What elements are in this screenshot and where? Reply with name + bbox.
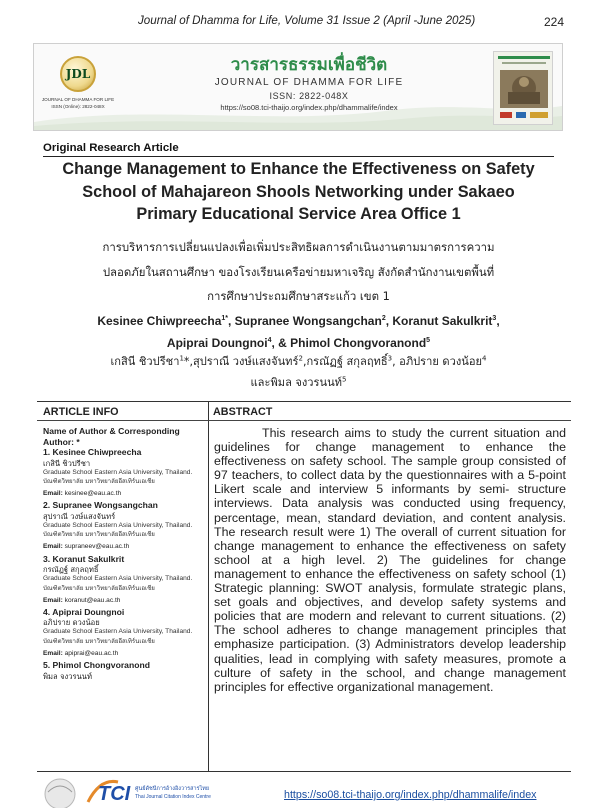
- author-info-name-thai: กรณัฏฐ์ สกุลฤทธิ์: [43, 565, 99, 575]
- article-info-rule: [37, 420, 208, 421]
- author-info-name-thai: อภิปราย ดวงน้อย: [43, 618, 100, 628]
- author-affiliation-mark: 4: [482, 354, 487, 363]
- author-email: Email: supraneev@eau.ac.th: [43, 543, 130, 551]
- title-th-line: การบริหารการเปลี่ยนแปลงเพื่อเพิ่มประสิทธิผลการดำเนินงานตามมาตรการความ: [102, 240, 495, 254]
- author-name-thai: กรณัฏฐ์ สกุลฤทธิ์: [306, 355, 388, 368]
- abstract-heading: ABSTRACT: [213, 406, 273, 418]
- author-info-name: 1. Kesinee Chiwpreecha: [43, 447, 142, 457]
- author-email: Email: apiprai@eau.ac.th: [43, 649, 119, 657]
- author-info-item: [43, 660, 205, 682]
- author-name: Phimol Chongvoranond: [290, 335, 427, 350]
- author-info-name: 5. Phimol Chongvoranond: [43, 660, 150, 671]
- column-divider: [208, 401, 209, 771]
- author-email-link[interactable]: koranut@eau.ac.th: [64, 596, 121, 604]
- author-name-thai: สุปราณี วงษ์แสงจันทร์: [192, 355, 299, 368]
- header-divider: [43, 156, 554, 157]
- journal-banner: [33, 43, 563, 131]
- footer-journal-link[interactable]: https://so08.tci-thaijo.org/index.php/dhammalife/index: [284, 789, 537, 801]
- tci-caption-english: Thai Journal Citation Index Centre: [135, 794, 211, 800]
- author-name: Koranut Sakulkrit: [392, 314, 493, 328]
- abstract-paragraph: This research aims to study the current situation and guidelines for change management to enhance the effectiveness on safety school. The sample group consisted of 97 teachers, to collect data by the questionnaires with a 5-point Likert scale and interview 5 informants by semi- structure interviews. Data analysis was conducted using frequency, percentage, mean, standard deviation, and content analysis. The research result were 1) The overall of current situation for change management to enhance the effectiveness on safety school at a high level. 2) The guidelines for change management to enhance the effectiveness on safety school (1) Strategic planning: SWOT analysis, formulate strategic plans, set goals and objectives, and develop safety systems and policies that are modern and relevant to current situations. (2) The school adheres to change management principles that emphasize participation. (3) Administrators develop leadership qualities, lead in complying with safety measures, promote a culture of safety in the school, and change management principles for effective organizational management.: [214, 426, 566, 694]
- author-name-thai: และพิมล จงวรนนท์: [250, 375, 342, 389]
- author-email-link[interactable]: kesinee@eau.ac.th: [64, 489, 122, 497]
- author-info-name-thai: พิมล จงวรนนท์: [43, 671, 92, 681]
- author-affiliation-mark: 1: [179, 354, 184, 363]
- tci-caption-thai: ศูนย์ดัชนีการอ้างอิงวารสารไทย: [135, 786, 210, 792]
- author-affiliation: Graduate School Eastern Asia University, Thailand.: [43, 521, 193, 529]
- title-en-line: Primary Educational Service Area Office 1: [136, 205, 461, 223]
- author-list-english: Kesinee Chiwpreecha$^{1*}$, Supranee Wongsangchan$^2$, Koranut Sakulkrit$^3$, Apiprai Doungnoi$^4$, & Phimol Chongvoranond$^5$: [97, 314, 500, 350]
- title-en-line: Change Management to Enhance the Effectiveness on Safety: [62, 160, 535, 178]
- author-name: Supranee Wongsangchan: [234, 314, 382, 328]
- author-name: Kesinee Chiwpreecha: [97, 314, 222, 328]
- author-name-thai: อภิปราย ดวงน้อย: [399, 355, 482, 368]
- author-info-name-thai: สุปราณี วงษ์แสงจันทร์: [43, 511, 116, 521]
- author-info-item: [43, 447, 205, 500]
- author-email-link[interactable]: apiprai@eau.ac.th: [64, 649, 119, 657]
- author-affiliation-mark: 4: [267, 336, 272, 344]
- author-name-thai: เกสินี ชิวปรีชา: [110, 355, 180, 368]
- author-affiliation-thai: บัณฑิตวิทยาลัย มหาวิทยาลัยอีสเทิร์นเอเชีย: [43, 478, 155, 486]
- author-affiliation-thai: บัณฑิตวิทยาลัย มหาวิทยาลัยอีสเทิร์นเอเชีย: [43, 584, 155, 592]
- author-affiliation: Graduate School Eastern Asia University, Thailand.: [43, 468, 193, 476]
- author-affiliation-thai: บัณฑิตวิทยาลัย มหาวิทยาลัยอีสเทิร์นเอเชีย: [43, 531, 155, 539]
- page-number: 224: [543, 15, 564, 29]
- author-affiliation-mark: 1*: [221, 315, 228, 322]
- author-info-name: 4. Apiprai Doungnoi: [43, 606, 125, 617]
- abstract-rule: [208, 420, 571, 421]
- author-info-item: [43, 500, 205, 553]
- article-type-label: Original Research Article: [43, 142, 179, 154]
- running-header: [0, 14, 597, 30]
- article-title-english: [40, 158, 557, 226]
- title-en-line: School of Mahajareon Shools Networking under Sakaeo: [82, 182, 515, 201]
- abstract-body: [214, 426, 566, 694]
- author-affiliation-mark: 2: [298, 354, 303, 363]
- author-affiliation-mark: 5: [426, 336, 431, 344]
- title-th-line: ปลอดภัยในสถานศึกษา ของโรงเรียนเครือข่ายมหาเจริญ สังกัดสำนักงานเขตพื้นที่: [102, 264, 495, 279]
- journal-citation-line: Journal of Dhamma for Life, Volume 31 Issue 2 (April -June 2025): [138, 14, 476, 27]
- cover-illustration: [494, 52, 553, 125]
- author-affiliation: Graduate School Eastern Asia University, Thailand.: [43, 628, 193, 636]
- corresponding-author-label: Name of Author & Corresponding Author: *: [43, 426, 180, 447]
- author-email: Email: kesinee@eau.ac.th: [43, 489, 122, 497]
- author-affiliation: Graduate School Eastern Asia University, Thailand.: [43, 575, 193, 583]
- journal-cover-image: [493, 51, 553, 125]
- article-info-heading: ARTICLE INFO: [43, 406, 119, 418]
- tci-logo: [40, 772, 240, 808]
- journal-title-english: JOURNAL OF DHAMMA FOR LIFE: [214, 77, 404, 88]
- author-affiliation-mark: 2: [381, 315, 386, 322]
- author-affiliation-thai: บัณฑิตวิทยาลัย มหาวิทยาลัยอีสเทิร์นเอเชีย: [43, 638, 155, 646]
- journal-logo: [40, 52, 116, 122]
- author-info-name: 2. Supranee Wongsangchan: [43, 500, 158, 511]
- section-divider: [37, 401, 571, 402]
- title-th-line: การศึกษาประถมศึกษาสระแก้ว เขต 1: [207, 289, 390, 303]
- journal-issn: ISSN: 2822-048X: [269, 91, 349, 101]
- author-name: Apiprai Doungnoi: [166, 335, 268, 350]
- article-title-thai: [40, 235, 557, 309]
- author-list-thai: เกสินี ชิวปรีชา$^1$*,สุปราณี วงษ์แสงจันทร์$^2$,กรณัฏฐ์ สกุลฤทธิ์$^3$, อภิปราย ดวงน้อย$^4$ และพิมล จงวรนนท์$^5$: [110, 354, 487, 389]
- author-info-name: 3. Koranut Sakulkrit: [43, 553, 125, 564]
- author-email: Email: koranut@eau.ac.th: [43, 596, 121, 604]
- author-affiliation-mark: 5: [341, 374, 347, 383]
- logo-caption: JOURNAL OF DHAMMA FOR LIFE: [41, 97, 115, 102]
- author-info-item: [43, 607, 205, 660]
- author-affiliation-mark: 3: [387, 354, 393, 363]
- journal-url: https://so08.tci-thaijo.org/index.php/dhammalife/index: [220, 103, 398, 112]
- author-info-item: [43, 554, 205, 607]
- logo-issn-caption: ISSN (Online): 2822-048X: [51, 104, 105, 109]
- author-email-link[interactable]: supraneev@eau.ac.th: [64, 543, 130, 551]
- tci-logo-text: TCI: [98, 783, 131, 805]
- author-info-panel: [43, 426, 205, 682]
- tci-logo-graphic: [40, 772, 240, 808]
- journal-title-thai: วารสารธรรมเพื่อชีวิต: [230, 55, 388, 75]
- author-info-name-thai: เกสินี ชิวปรีชา: [43, 458, 91, 468]
- jdl-logo-emblem: JDL: [60, 56, 96, 92]
- author-affiliation-mark: 3: [492, 315, 497, 322]
